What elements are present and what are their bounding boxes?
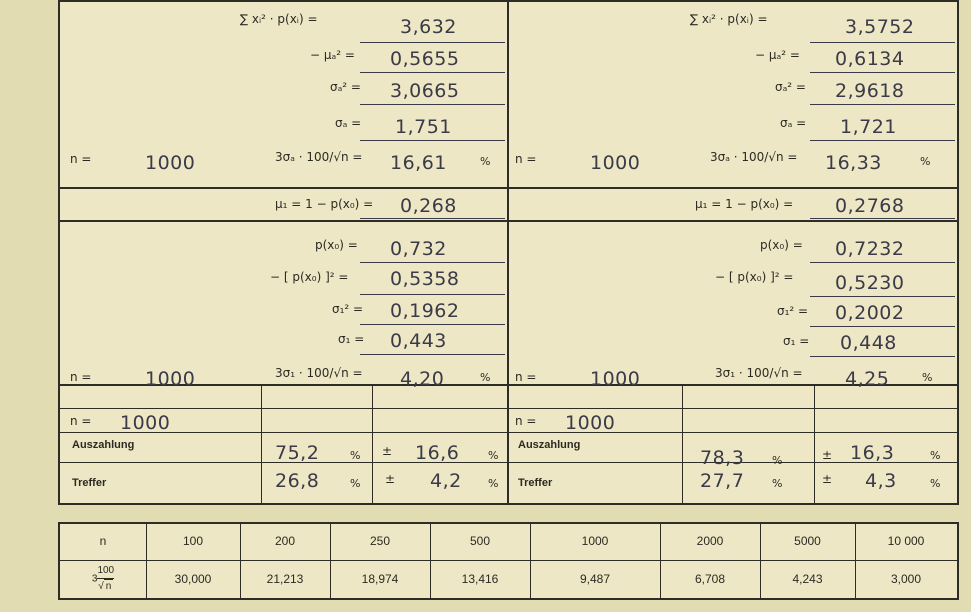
right-auszahlung-pm: 16,3 — [850, 442, 895, 464]
table-row-divider — [60, 560, 957, 561]
right-var-a-value: 2,9618 — [835, 80, 905, 102]
table-factor-value: 30,000 — [174, 572, 212, 586]
table-n-value: 250 — [369, 534, 391, 548]
underline — [810, 42, 955, 43]
left-3sigma1-label: 3σ₁ · 100/√n = — [275, 366, 363, 380]
left-treffer-value: 26,8 — [275, 470, 320, 492]
right-3sigma1-label: 3σ₁ · 100/√n = — [715, 366, 803, 380]
left-n2-label: n = — [70, 370, 92, 384]
right-mu1-label: μ₁ = 1 − p(x₀) = — [695, 197, 794, 211]
right-n-label: n = — [515, 152, 537, 166]
left-n-label: n = — [70, 152, 92, 166]
right-sd1-value: 0,448 — [840, 332, 897, 354]
right-sum-label: ∑ xᵢ² · p(xᵢ) = — [690, 12, 768, 26]
left-treffer-label: Treffer — [72, 477, 107, 489]
table-factor-value: 4,243 — [792, 572, 823, 586]
underline — [360, 104, 505, 105]
left-var1-value: 0,1962 — [390, 300, 460, 322]
table-n-value: 500 — [469, 534, 491, 548]
right-auszahlung-label: Auszahlung — [518, 439, 581, 451]
right-sd-a-value: 1,721 — [840, 116, 897, 138]
percent-sign: % — [920, 155, 931, 168]
percent-sign: % — [930, 449, 941, 462]
table-n-value: 200 — [274, 534, 296, 548]
underline — [360, 42, 505, 43]
left-sd1-label: σ₁ = — [338, 332, 365, 346]
right-mu-sq-label: − μₐ² = — [755, 48, 800, 62]
left-n3-value: 1000 — [120, 412, 171, 434]
plusminus: ± — [822, 448, 833, 462]
underline — [810, 356, 955, 357]
right-treffer-pm: 4,3 — [865, 470, 897, 492]
table-factor-value: 9,487 — [579, 572, 611, 586]
plusminus: ± — [385, 472, 396, 486]
vline-r1 — [682, 386, 683, 503]
left-mu-sq-label: − μₐ² = — [310, 48, 355, 62]
underline — [810, 140, 955, 141]
right-px0sq-value: 0,5230 — [835, 272, 905, 294]
right-var1-label: σ₁² = — [777, 304, 809, 318]
vline-r2 — [814, 386, 815, 503]
table-row-label-n: n — [99, 534, 107, 548]
calculation-sheet — [58, 0, 959, 505]
right-mu1-value: 0,2768 — [835, 195, 905, 217]
underline — [360, 262, 505, 263]
percent-sign: % — [772, 454, 783, 467]
table-n-value: 10 000 — [887, 534, 925, 548]
table-factor-value: 13,416 — [461, 572, 499, 586]
underline — [810, 296, 955, 297]
table-factor-value: 21,213 — [266, 572, 304, 586]
left-auszahlung-label: Auszahlung — [72, 439, 135, 451]
right-sd1-label: σ₁ = — [783, 334, 810, 348]
percent-sign: % — [922, 371, 933, 384]
underline — [360, 140, 505, 141]
left-3sigma-a-label: 3σₐ · 100/√n = — [275, 150, 363, 164]
right-px0sq-label: − [ p(x₀) ]² = — [715, 270, 794, 284]
right-n3-label: n = — [515, 414, 537, 428]
plusminus: ± — [382, 444, 393, 458]
table-factor-value: 3,000 — [890, 572, 922, 586]
underline — [360, 354, 505, 355]
left-mu1-label: μ₁ = 1 − p(x₀) = — [275, 197, 374, 211]
left-var-a-value: 3,0665 — [390, 80, 460, 102]
underline — [810, 72, 955, 73]
percent-sign: % — [930, 477, 941, 490]
right-sum-value: 3,5752 — [845, 16, 915, 38]
factor-numerator: 100 — [97, 564, 114, 579]
left-treffer-pm: 4,2 — [430, 470, 462, 492]
left-var-a-label: σₐ² = — [330, 80, 361, 94]
left-mu1-value: 0,268 — [400, 195, 457, 217]
left-auszahlung-value: 75,2 — [275, 442, 320, 464]
right-3sigma-a-label: 3σₐ · 100/√n = — [710, 150, 798, 164]
table-n-value: 2000 — [696, 534, 724, 548]
left-n2-value: 1000 — [145, 368, 196, 390]
left-3sigma-a-value: 16,61 — [390, 152, 447, 174]
left-n-value: 1000 — [145, 152, 196, 174]
left-n3-label: n = — [70, 414, 92, 428]
right-3sigma-a-value: 16,33 — [825, 152, 882, 174]
underline — [360, 72, 505, 73]
percent-sign: % — [480, 371, 491, 384]
percent-sign: % — [480, 155, 491, 168]
underline — [360, 218, 505, 219]
right-n2-label: n = — [515, 370, 537, 384]
right-sd-a-label: σₐ = — [780, 116, 807, 130]
vline-mid — [507, 386, 509, 503]
right-treffer-label: Treffer — [518, 477, 553, 489]
right-px0-value: 0,7232 — [835, 238, 905, 260]
left-px0-value: 0,732 — [390, 238, 447, 260]
underline — [810, 218, 955, 219]
factor-table — [58, 522, 959, 600]
left-px0sq-label: − [ p(x₀) ]² = — [270, 270, 349, 284]
vline-l1 — [261, 386, 262, 503]
factor-denominator: n — [105, 581, 112, 592]
percent-sign: % — [488, 477, 499, 490]
underline — [810, 104, 955, 105]
table-factor-value: 6,708 — [694, 572, 726, 586]
left-sd-a-label: σₐ = — [335, 116, 362, 130]
percent-sign: % — [488, 449, 499, 462]
right-n-value: 1000 — [590, 152, 641, 174]
table-n-value: 5000 — [794, 534, 821, 548]
right-var1-value: 0,2002 — [835, 302, 905, 324]
right-mu-sq-value: 0,6134 — [835, 48, 905, 70]
table-factor-value: 18,974 — [361, 572, 399, 586]
right-var-a-label: σₐ² = — [775, 80, 806, 94]
underline — [810, 326, 955, 327]
plusminus: ± — [822, 472, 833, 486]
right-auszahlung-value: 78,3 — [700, 447, 745, 469]
vline-l2 — [372, 386, 373, 503]
table-n-value: 1000 — [581, 534, 609, 548]
left-sum-value: 3,632 — [400, 16, 457, 38]
left-3sigma1-value: 4,20 — [400, 368, 445, 390]
underline — [360, 324, 505, 325]
left-px0sq-value: 0,5358 — [390, 268, 460, 290]
table-row-label-factor: 3 $\frac{100}{√ n}$ — [91, 565, 115, 592]
right-px0-label: p(x₀) = — [760, 238, 803, 252]
left-sum-label: ∑ xᵢ² · p(xᵢ) = — [240, 12, 318, 26]
divider-1 — [60, 187, 957, 189]
percent-sign: % — [350, 477, 361, 490]
underline — [810, 262, 955, 263]
right-3sigma1-value: 4,25 — [845, 368, 890, 390]
table-n-value: 100 — [182, 534, 204, 548]
right-n2-value: 1000 — [590, 368, 641, 390]
center-divider — [507, 2, 509, 386]
divider-2 — [60, 220, 957, 222]
underline — [360, 294, 505, 295]
left-sd1-value: 0,443 — [390, 330, 447, 352]
left-auszahlung-pm: 16,6 — [415, 442, 460, 464]
percent-sign: % — [772, 477, 783, 490]
left-var1-label: σ₁² = — [332, 302, 364, 316]
left-px0-label: p(x₀) = — [315, 238, 358, 252]
percent-sign: % — [350, 449, 361, 462]
left-mu-sq-value: 0,5655 — [390, 48, 460, 70]
right-treffer-value: 27,7 — [700, 470, 745, 492]
right-n3-value: 1000 — [565, 412, 616, 434]
left-sd-a-value: 1,751 — [395, 116, 452, 138]
